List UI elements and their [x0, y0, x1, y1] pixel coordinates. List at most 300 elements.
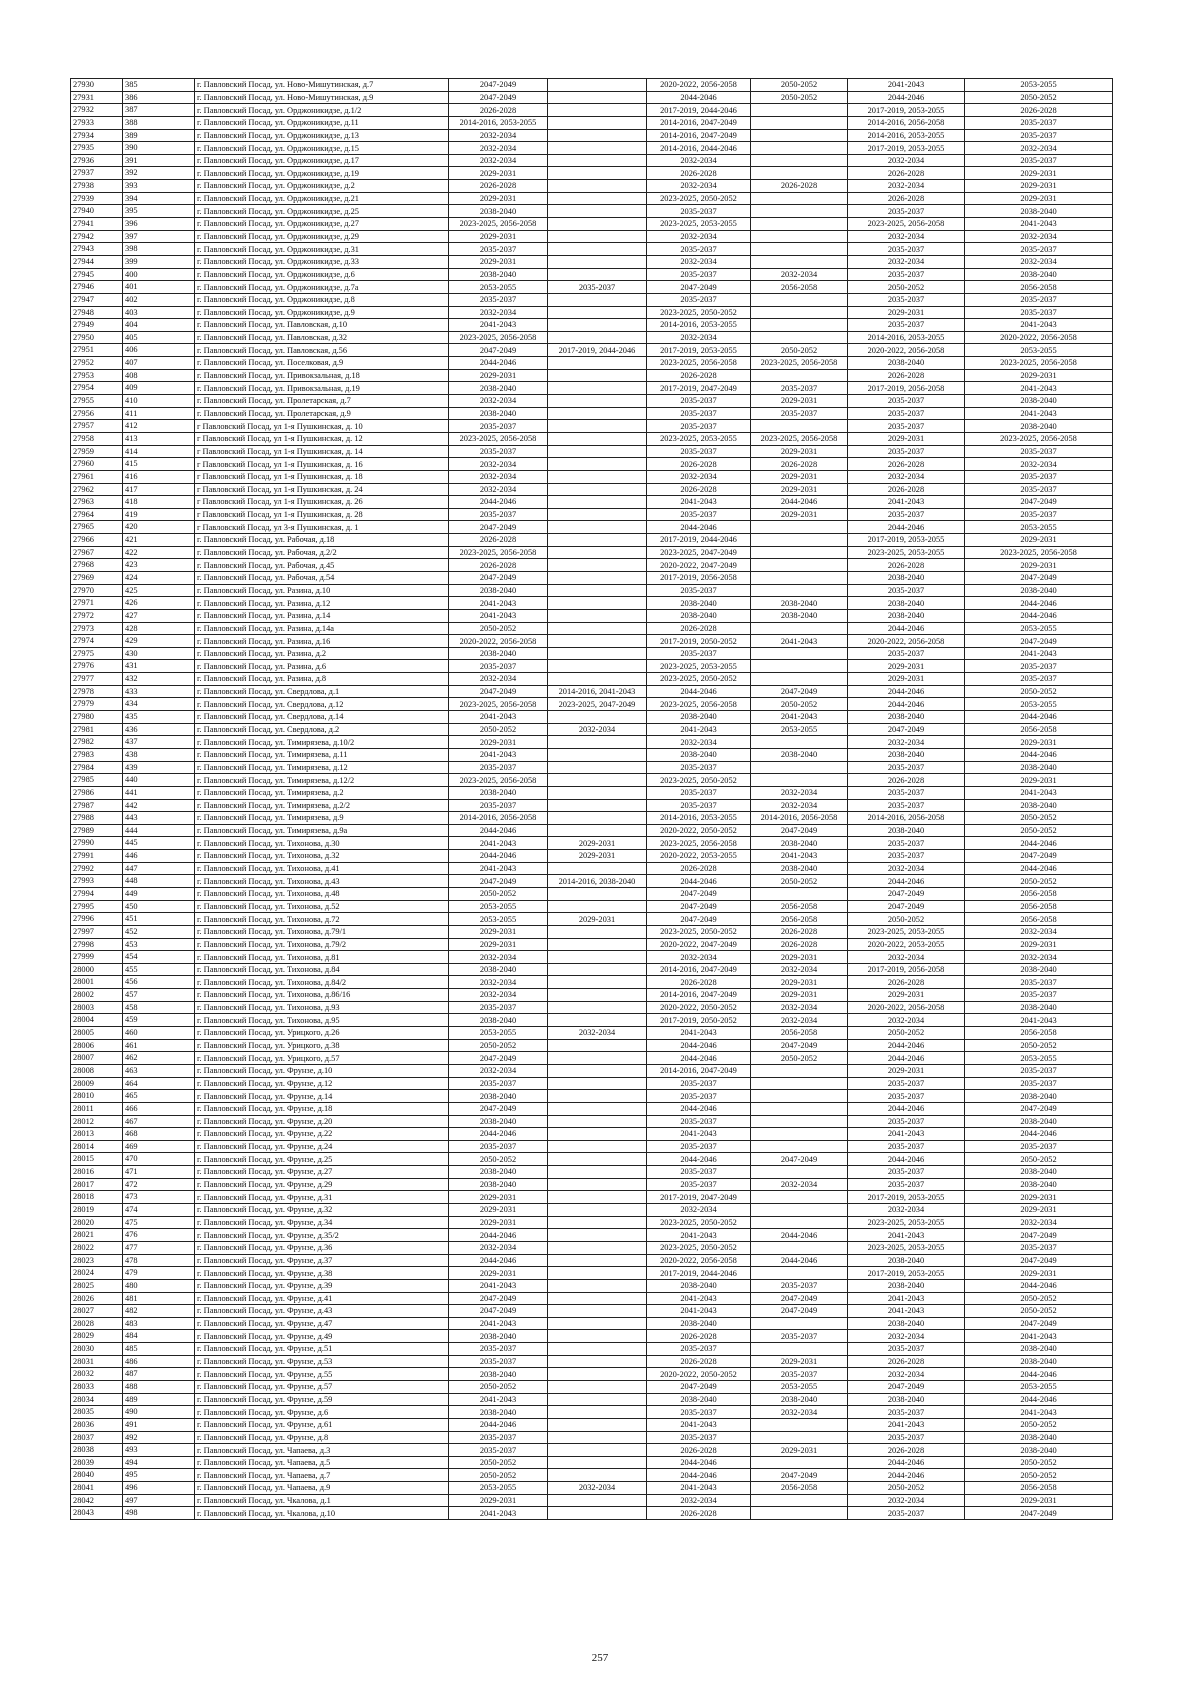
period-cell [548, 1077, 647, 1090]
period-cell: 2032-2034 [449, 306, 548, 319]
period-cell: 2032-2034 [449, 142, 548, 155]
address-cell: г. Павловский Посад, ул. Орджоникидзе, д.27 [195, 218, 449, 231]
address-cell: г. Павловский Посад, ул. Павловская, д.56 [195, 344, 449, 357]
address-cell: г. Павловский Посад, ул. Разина, д.16 [195, 635, 449, 648]
table-row [71, 913, 1113, 926]
period-cell: 2029-2031 [965, 534, 1113, 547]
address-cell: г. Павловский Посад, ул. Фрунзе, д.29 [195, 1178, 449, 1191]
row-number-cell: 395 [123, 205, 195, 218]
period-cell [548, 786, 647, 799]
period-cell: 2035-2037 [647, 508, 751, 521]
address-cell: г. Павловский Посад, ул. Поселковая, д.9 [195, 357, 449, 370]
period-cell: 2029-2031 [449, 230, 548, 243]
period-cell [548, 824, 647, 837]
period-cell: 2035-2037 [751, 1279, 848, 1292]
period-cell: 2035-2037 [751, 1368, 848, 1381]
table-row [71, 319, 1113, 332]
record-id-cell: 27969 [71, 571, 123, 584]
address-cell: г. Павловский Посад, ул. Фрунзе, д.34 [195, 1216, 449, 1229]
record-id-cell: 27966 [71, 534, 123, 547]
period-cell: 2032-2034 [848, 255, 965, 268]
period-cell: 2026-2028 [449, 180, 548, 193]
row-number-cell: 433 [123, 685, 195, 698]
record-id-cell: 27951 [71, 344, 123, 357]
record-id-cell: 27985 [71, 774, 123, 787]
period-cell: 2014-2016, 2038-2040 [548, 875, 647, 888]
period-cell: 2032-2034 [449, 458, 548, 471]
period-cell [548, 470, 647, 483]
period-cell: 2032-2034 [449, 673, 548, 686]
period-cell [548, 1090, 647, 1103]
period-cell: 2026-2028 [449, 534, 548, 547]
table-row [71, 1444, 1113, 1457]
period-cell: 2047-2049 [449, 1292, 548, 1305]
address-cell: г. Павловский Посад, ул. Рабочая, д.45 [195, 559, 449, 572]
address-cell: г. Павловский Посад, ул. Фрунзе, д.35/2 [195, 1229, 449, 1242]
period-cell: 2050-2052 [965, 812, 1113, 825]
period-cell: 2056-2058 [751, 1027, 848, 1040]
period-cell: 2050-2052 [848, 1027, 965, 1040]
period-cell: 2020-2022, 2056-2058 [647, 79, 751, 92]
period-cell [751, 154, 848, 167]
period-cell: 2014-2016, 2056-2058 [449, 812, 548, 825]
period-cell: 2041-2043 [751, 635, 848, 648]
period-cell: 2035-2037 [848, 1178, 965, 1191]
row-number-cell: 488 [123, 1380, 195, 1393]
row-number-cell: 473 [123, 1191, 195, 1204]
row-number-cell: 442 [123, 799, 195, 812]
table-row [71, 824, 1113, 837]
period-cell [548, 91, 647, 104]
period-cell [548, 382, 647, 395]
period-cell: 2023-2025, 2050-2052 [647, 1216, 751, 1229]
period-cell [548, 976, 647, 989]
period-cell [751, 293, 848, 306]
period-cell: 2032-2034 [449, 154, 548, 167]
period-cell: 2026-2028 [751, 180, 848, 193]
period-cell: 2038-2040 [965, 1001, 1113, 1014]
period-cell: 2029-2031 [449, 167, 548, 180]
period-cell: 2038-2040 [647, 1317, 751, 1330]
table-row [71, 963, 1113, 976]
record-id-cell: 28021 [71, 1229, 123, 1242]
period-cell: 2035-2037 [647, 407, 751, 420]
table-row [71, 1166, 1113, 1179]
row-number-cell: 425 [123, 584, 195, 597]
period-cell: 2035-2037 [848, 1343, 965, 1356]
period-cell: 2032-2034 [449, 395, 548, 408]
table-row [71, 976, 1113, 989]
row-number-cell: 464 [123, 1077, 195, 1090]
record-id-cell: 28043 [71, 1507, 123, 1520]
row-number-cell: 436 [123, 723, 195, 736]
period-cell: 2032-2034 [751, 268, 848, 281]
table-row [71, 1191, 1113, 1204]
period-cell: 2035-2037 [647, 761, 751, 774]
period-cell: 2020-2022, 2056-2058 [647, 1254, 751, 1267]
record-id-cell: 28031 [71, 1355, 123, 1368]
row-number-cell: 483 [123, 1317, 195, 1330]
table-row [71, 1494, 1113, 1507]
period-cell: 2035-2037 [647, 1077, 751, 1090]
address-cell: г Павловский Посад, ул 1-я Пушкинская, д. 24 [195, 483, 449, 496]
table-row [71, 1027, 1113, 1040]
period-cell: 2032-2034 [848, 862, 965, 875]
period-cell: 2053-2055 [965, 622, 1113, 635]
record-id-cell: 27994 [71, 888, 123, 901]
period-cell: 2020-2022, 2047-2049 [647, 559, 751, 572]
table-row [71, 104, 1113, 117]
address-cell: г. Павловский Посад, ул. Тихонова, д.84 [195, 963, 449, 976]
period-cell [751, 1128, 848, 1141]
period-cell: 2023-2025, 2056-2058 [449, 218, 548, 231]
table-row [71, 1393, 1113, 1406]
record-id-cell: 27982 [71, 736, 123, 749]
row-number-cell: 399 [123, 255, 195, 268]
period-cell: 2035-2037 [647, 293, 751, 306]
period-cell: 2035-2037 [449, 1343, 548, 1356]
period-cell: 2017-2019, 2053-2055 [647, 344, 751, 357]
record-id-cell: 28013 [71, 1128, 123, 1141]
period-cell [751, 1115, 848, 1128]
table-row [71, 900, 1113, 913]
record-id-cell: 28016 [71, 1166, 123, 1179]
row-number-cell: 419 [123, 508, 195, 521]
period-cell: 2035-2037 [449, 293, 548, 306]
address-cell: г. Павловский Посад, ул. Орджоникидзе, д.17 [195, 154, 449, 167]
period-cell: 2026-2028 [848, 192, 965, 205]
table-row [71, 812, 1113, 825]
period-cell [548, 1178, 647, 1191]
period-cell: 2056-2058 [965, 1482, 1113, 1495]
period-cell [548, 79, 647, 92]
period-cell: 2044-2046 [449, 1229, 548, 1242]
period-cell: 2032-2034 [751, 963, 848, 976]
period-cell: 2041-2043 [449, 609, 548, 622]
period-cell [548, 1305, 647, 1318]
period-cell: 2047-2049 [751, 824, 848, 837]
period-cell: 2014-2016, 2041-2043 [548, 685, 647, 698]
record-id-cell: 27989 [71, 824, 123, 837]
table-row [71, 1064, 1113, 1077]
period-cell: 2050-2052 [449, 1039, 548, 1052]
period-cell: 2038-2040 [965, 799, 1113, 812]
period-cell: 2047-2049 [848, 723, 965, 736]
period-cell [548, 1355, 647, 1368]
row-number-cell: 452 [123, 925, 195, 938]
period-cell: 2047-2049 [751, 1153, 848, 1166]
period-cell [548, 521, 647, 534]
row-number-cell: 476 [123, 1229, 195, 1242]
table-row [71, 1254, 1113, 1267]
period-cell: 2029-2031 [449, 192, 548, 205]
period-cell [548, 1368, 647, 1381]
table-row [71, 837, 1113, 850]
period-cell: 2047-2049 [848, 900, 965, 913]
period-cell: 2035-2037 [751, 1330, 848, 1343]
period-cell: 2026-2028 [647, 1330, 751, 1343]
period-cell: 2044-2046 [647, 685, 751, 698]
row-number-cell: 478 [123, 1254, 195, 1267]
period-cell: 2041-2043 [449, 1393, 548, 1406]
period-cell: 2047-2049 [965, 1229, 1113, 1242]
address-cell: г Павловский Посад, ул 1-я Пушкинская, д. 12 [195, 432, 449, 445]
period-cell: 2023-2025, 2056-2058 [848, 218, 965, 231]
address-cell: г. Павловский Посад, ул. Чапаева, д.9 [195, 1482, 449, 1495]
record-id-cell: 27991 [71, 850, 123, 863]
period-cell: 2032-2034 [848, 1204, 965, 1217]
address-cell: г. Павловский Посад, ул. Тихонова, д.30 [195, 837, 449, 850]
table-row [71, 445, 1113, 458]
period-cell: 2032-2034 [751, 786, 848, 799]
period-cell: 2029-2031 [449, 925, 548, 938]
period-cell: 2023-2025, 2047-2049 [647, 546, 751, 559]
period-cell: 2035-2037 [647, 1431, 751, 1444]
table-row [71, 723, 1113, 736]
period-cell: 2044-2046 [647, 1456, 751, 1469]
period-cell [751, 369, 848, 382]
period-cell: 2029-2031 [548, 913, 647, 926]
period-cell [751, 230, 848, 243]
record-id-cell: 27946 [71, 281, 123, 294]
period-cell [751, 1216, 848, 1229]
period-cell: 2032-2034 [647, 230, 751, 243]
period-cell: 2038-2040 [449, 1014, 548, 1027]
period-cell: 2014-2016, 2056-2058 [751, 812, 848, 825]
period-cell: 2044-2046 [848, 1469, 965, 1482]
table-row [71, 951, 1113, 964]
period-cell: 2038-2040 [965, 1355, 1113, 1368]
table-row [71, 243, 1113, 256]
record-id-cell: 27936 [71, 154, 123, 167]
address-cell: г. Павловский Посад, ул. Чкалова, д.10 [195, 1507, 449, 1520]
period-cell: 2044-2046 [449, 1418, 548, 1431]
period-cell [751, 534, 848, 547]
period-cell: 2032-2034 [848, 1368, 965, 1381]
record-id-cell: 27974 [71, 635, 123, 648]
period-cell: 2041-2043 [647, 1128, 751, 1141]
period-cell: 2032-2034 [965, 142, 1113, 155]
period-cell: 2020-2022, 2056-2058 [449, 635, 548, 648]
period-cell: 2020-2022, 2050-2052 [647, 824, 751, 837]
table-row [71, 673, 1113, 686]
address-cell: г. Павловский Посад, ул. Рабочая, д.2/2 [195, 546, 449, 559]
period-cell: 2032-2034 [965, 255, 1113, 268]
period-cell: 2050-2052 [965, 824, 1113, 837]
period-cell: 2050-2052 [848, 281, 965, 294]
row-number-cell: 404 [123, 319, 195, 332]
period-cell: 2044-2046 [965, 597, 1113, 610]
period-cell: 2029-2031 [965, 369, 1113, 382]
table-row [71, 761, 1113, 774]
period-cell: 2047-2049 [647, 888, 751, 901]
period-cell: 2035-2037 [647, 1343, 751, 1356]
address-cell: г Павловский Посад, ул 1-я Пушкинская, д. 10 [195, 420, 449, 433]
period-cell [751, 116, 848, 129]
period-cell [548, 432, 647, 445]
row-number-cell: 493 [123, 1444, 195, 1457]
period-cell: 2044-2046 [647, 1102, 751, 1115]
period-cell [548, 736, 647, 749]
period-cell [548, 673, 647, 686]
record-id-cell: 27999 [71, 951, 123, 964]
period-cell: 2038-2040 [848, 597, 965, 610]
period-cell: 2020-2022, 2047-2049 [647, 938, 751, 951]
row-number-cell: 393 [123, 180, 195, 193]
table-row [71, 1418, 1113, 1431]
address-cell: г. Павловский Посад, ул. Фрунзе, д.22 [195, 1128, 449, 1141]
period-cell [548, 1052, 647, 1065]
row-number-cell: 459 [123, 1014, 195, 1027]
period-cell: 2032-2034 [751, 1001, 848, 1014]
period-cell: 2044-2046 [449, 1128, 548, 1141]
period-cell: 2047-2049 [965, 1317, 1113, 1330]
address-cell: г. Павловский Посад, ул. Фрунзе, д.25 [195, 1153, 449, 1166]
table-row [71, 1292, 1113, 1305]
period-cell: 2038-2040 [449, 407, 548, 420]
period-cell [751, 1507, 848, 1520]
row-number-cell: 417 [123, 483, 195, 496]
record-id-cell: 28002 [71, 989, 123, 1002]
period-cell: 2038-2040 [449, 786, 548, 799]
row-number-cell: 400 [123, 268, 195, 281]
period-cell: 2047-2049 [449, 1102, 548, 1115]
period-cell: 2026-2028 [848, 976, 965, 989]
address-cell: г. Павловский Посад, ул. Орджоникидзе, д.9 [195, 306, 449, 319]
row-number-cell: 489 [123, 1393, 195, 1406]
period-cell: 2014-2016, 2056-2058 [848, 116, 965, 129]
table-row [71, 1279, 1113, 1292]
table-row [71, 1001, 1113, 1014]
table-row [71, 938, 1113, 951]
row-number-cell: 392 [123, 167, 195, 180]
table-row [71, 432, 1113, 445]
period-cell: 2029-2031 [449, 736, 548, 749]
period-cell: 2032-2034 [449, 951, 548, 964]
row-number-cell: 458 [123, 1001, 195, 1014]
address-cell: г. Павловский Посад, ул. Пролетарская, д.7 [195, 395, 449, 408]
period-cell: 2038-2040 [848, 1279, 965, 1292]
period-cell: 2050-2052 [965, 1469, 1113, 1482]
table-row [71, 407, 1113, 420]
period-cell: 2026-2028 [449, 559, 548, 572]
period-cell: 2032-2034 [848, 1014, 965, 1027]
period-cell [751, 1090, 848, 1103]
period-cell: 2041-2043 [449, 1279, 548, 1292]
period-cell: 2038-2040 [449, 1406, 548, 1419]
period-cell [548, 1102, 647, 1115]
period-cell [548, 319, 647, 332]
row-number-cell: 430 [123, 647, 195, 660]
period-cell: 2056-2058 [965, 888, 1113, 901]
period-cell: 2035-2037 [965, 470, 1113, 483]
row-number-cell: 415 [123, 458, 195, 471]
table-row [71, 1216, 1113, 1229]
row-number-cell: 496 [123, 1482, 195, 1495]
row-number-cell: 491 [123, 1418, 195, 1431]
period-cell: 2026-2028 [848, 483, 965, 496]
table-row [71, 369, 1113, 382]
record-id-cell: 27942 [71, 230, 123, 243]
period-cell: 2035-2037 [647, 1166, 751, 1179]
table-row [71, 496, 1113, 509]
period-cell [548, 458, 647, 471]
row-number-cell: 490 [123, 1406, 195, 1419]
period-cell: 2014-2016, 2044-2046 [647, 142, 751, 155]
period-cell: 2020-2022, 2050-2052 [647, 1368, 751, 1381]
period-cell: 2047-2049 [449, 79, 548, 92]
row-number-cell: 389 [123, 129, 195, 142]
period-cell: 2029-2031 [751, 989, 848, 1002]
row-number-cell: 466 [123, 1102, 195, 1115]
table-row [71, 1115, 1113, 1128]
period-cell [548, 1140, 647, 1153]
period-cell [751, 1267, 848, 1280]
period-cell [751, 1343, 848, 1356]
address-cell: г. Павловский Посад, ул. Разина, д.6 [195, 660, 449, 673]
period-cell [751, 546, 848, 559]
record-id-cell: 28029 [71, 1330, 123, 1343]
period-cell: 2053-2055 [449, 900, 548, 913]
row-number-cell: 487 [123, 1368, 195, 1381]
period-cell [548, 104, 647, 117]
period-cell: 2026-2028 [751, 925, 848, 938]
table-row [71, 142, 1113, 155]
table-row [71, 268, 1113, 281]
period-cell: 2041-2043 [449, 711, 548, 724]
address-cell: г. Павловский Посад, ул. Тихонова, д.79/2 [195, 938, 449, 951]
period-cell: 2044-2046 [965, 837, 1113, 850]
table-row [71, 1077, 1113, 1090]
table-row [71, 154, 1113, 167]
period-cell: 2041-2043 [848, 496, 965, 509]
period-cell: 2047-2049 [751, 1469, 848, 1482]
table-row [71, 1317, 1113, 1330]
address-cell: г. Павловский Посад, ул. Урицкого, д.26 [195, 1027, 449, 1040]
period-cell [548, 609, 647, 622]
period-cell: 2026-2028 [751, 458, 848, 471]
row-number-cell: 426 [123, 597, 195, 610]
period-cell: 2023-2025, 2053-2055 [848, 1241, 965, 1254]
row-number-cell: 470 [123, 1153, 195, 1166]
period-cell [751, 192, 848, 205]
period-cell: 2023-2025, 2056-2058 [751, 357, 848, 370]
period-cell: 2023-2025, 2053-2055 [848, 1216, 965, 1229]
table-row [71, 1469, 1113, 1482]
period-cell: 2035-2037 [965, 508, 1113, 521]
period-cell: 2038-2040 [965, 420, 1113, 433]
period-cell [548, 1469, 647, 1482]
address-cell: г. Павловский Посад, ул. Фрунзе, д.12 [195, 1077, 449, 1090]
period-cell: 2044-2046 [848, 685, 965, 698]
period-cell: 2044-2046 [848, 1102, 965, 1115]
row-number-cell: 471 [123, 1166, 195, 1179]
record-id-cell: 27939 [71, 192, 123, 205]
address-cell: г. Павловский Посад, ул. Фрунзе, д.55 [195, 1368, 449, 1381]
record-id-cell: 28018 [71, 1191, 123, 1204]
period-cell: 2047-2049 [965, 571, 1113, 584]
record-id-cell: 27940 [71, 205, 123, 218]
row-number-cell: 416 [123, 470, 195, 483]
record-id-cell: 28039 [71, 1456, 123, 1469]
period-cell: 2056-2058 [751, 1482, 848, 1495]
record-id-cell: 27965 [71, 521, 123, 534]
table-row [71, 521, 1113, 534]
period-cell [751, 774, 848, 787]
address-cell: г. Павловский Посад, ул. Орджоникидзе, д.19 [195, 167, 449, 180]
period-cell: 2029-2031 [965, 180, 1113, 193]
period-cell [548, 597, 647, 610]
